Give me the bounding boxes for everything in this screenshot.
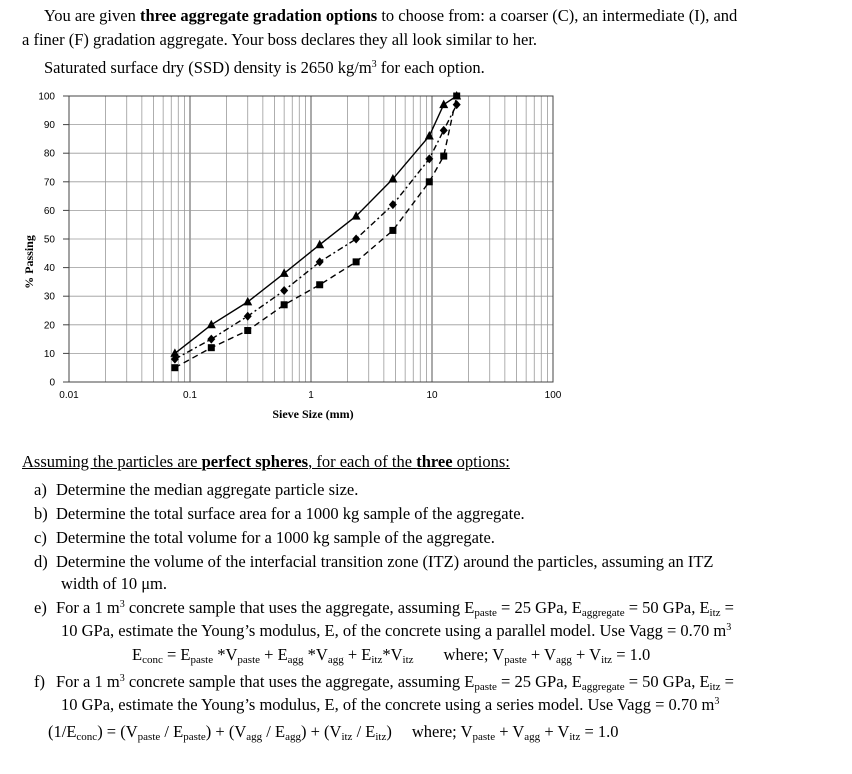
x-tick-label: 0.01 bbox=[59, 390, 79, 401]
y-tick-label: 90 bbox=[43, 120, 55, 132]
square-marker bbox=[453, 93, 460, 100]
y-tick-label: 60 bbox=[43, 205, 55, 217]
feq-5: / E bbox=[262, 722, 286, 741]
x-tick-label: 1 bbox=[308, 390, 314, 401]
chart-series bbox=[170, 91, 461, 371]
val-aggregate-2: = 50 GPa, E bbox=[624, 672, 710, 691]
sub-agg-5: agg bbox=[285, 731, 301, 743]
feq-2: ) = (V bbox=[97, 722, 138, 741]
square-marker bbox=[353, 258, 360, 265]
sub-paste-3: paste bbox=[237, 654, 261, 666]
cubic-superscript: 3 bbox=[119, 599, 125, 610]
eq-part-2: *V bbox=[213, 645, 238, 664]
sub-agg-4: agg bbox=[246, 731, 263, 743]
intro-line-2: a finer (F) gradation aggregate. Your boss declares they all look similar to her. bbox=[22, 30, 538, 49]
cubic-superscript-3: 3 bbox=[119, 673, 125, 684]
x-tick-label: 0.1 bbox=[183, 390, 197, 401]
where-part-2b: + V bbox=[495, 722, 525, 741]
gradation-chart bbox=[0, 84, 600, 429]
question-e-text-2: concrete sample that uses the aggregate, assuming E bbox=[124, 598, 475, 617]
diamond-marker bbox=[244, 312, 252, 321]
square-marker bbox=[426, 178, 433, 185]
question-e-cont bbox=[61, 621, 731, 641]
eq-part-5: + E bbox=[343, 645, 372, 664]
y-tick-label: 70 bbox=[43, 177, 55, 189]
triangle-marker bbox=[207, 320, 216, 329]
question-a bbox=[34, 480, 358, 500]
y-tick-label: 10 bbox=[43, 348, 55, 360]
question-b-label: b) bbox=[34, 504, 48, 523]
y-tick-label: 50 bbox=[43, 234, 55, 246]
sub-paste: paste bbox=[474, 607, 497, 619]
sub-paste-6: paste bbox=[137, 731, 161, 743]
sub-itz-2: itz bbox=[371, 654, 383, 666]
where-part-3b: + V bbox=[540, 722, 570, 741]
question-f-text: For a 1 m bbox=[56, 672, 120, 691]
where-text-2: where; V bbox=[411, 722, 473, 741]
feq-3: / E bbox=[160, 722, 184, 741]
questions-intro-end: options: bbox=[452, 452, 510, 471]
question-e-text-3: 10 GPa, estimate the Young’s modulus, E, of the concrete using a parallel model. Use Vagg = 0.70 m bbox=[61, 621, 727, 640]
feq-8: ) bbox=[386, 722, 392, 741]
question-b-text: Determine the total surface area for a 1000 kg sample of the aggregate. bbox=[56, 504, 525, 523]
three-text: three bbox=[416, 452, 453, 471]
ssd-text: Saturated surface dry (SSD) density is 2650 kg/m bbox=[44, 58, 372, 77]
intro-text-end: to choose from: a coarser (C), an intermediate (I), and bbox=[377, 6, 738, 25]
square-marker bbox=[171, 364, 178, 371]
question-e-text: For a 1 m bbox=[56, 598, 120, 617]
feq-6: ) + (V bbox=[300, 722, 342, 741]
cubic-superscript-4: 3 bbox=[714, 696, 720, 707]
sub-aggregate: aggregate bbox=[581, 607, 625, 619]
x-axis-label: Sieve Size (mm) bbox=[272, 407, 354, 421]
question-f-text-2: concrete sample that uses the aggregate, assuming E bbox=[124, 672, 475, 691]
where-part-4: = 1.0 bbox=[612, 645, 651, 664]
question-c-label: c) bbox=[34, 528, 47, 547]
sub-paste-8: paste bbox=[472, 731, 496, 743]
diamond-marker bbox=[453, 100, 461, 109]
sub-itz-3: itz bbox=[402, 654, 414, 666]
sub-itz-6: itz bbox=[341, 731, 353, 743]
question-f-cont bbox=[61, 695, 719, 715]
sub-paste-7: paste bbox=[183, 731, 206, 743]
x-tick-label: 100 bbox=[544, 390, 562, 401]
square-marker bbox=[208, 344, 215, 351]
perfect-spheres-text: perfect spheres bbox=[201, 452, 309, 471]
cubic-superscript-2: 3 bbox=[726, 622, 732, 633]
question-f-label: f) bbox=[34, 672, 45, 691]
question-d bbox=[34, 552, 713, 572]
questions-intro-mid: , for each of the bbox=[308, 452, 417, 471]
series-model-equation bbox=[48, 722, 619, 742]
sub-agg-3: agg bbox=[555, 654, 572, 666]
triangle-marker bbox=[243, 297, 252, 306]
y-tick-label: 100 bbox=[38, 91, 55, 103]
question-a-label: a) bbox=[34, 480, 47, 499]
sub-agg: agg bbox=[287, 654, 304, 666]
y-tick-label: 20 bbox=[43, 320, 55, 332]
triangle-marker bbox=[315, 240, 324, 249]
question-d-label: d) bbox=[34, 552, 48, 571]
sub-itz-5: itz bbox=[709, 681, 721, 693]
y-tick-label: 30 bbox=[43, 291, 55, 303]
feq-1: (1/E bbox=[48, 722, 77, 741]
sub-agg-2: agg bbox=[327, 654, 344, 666]
intro-bold-text: three aggregate gradation options bbox=[139, 6, 378, 25]
questions-intro-text: Assuming the particles are bbox=[22, 452, 202, 471]
square-marker bbox=[389, 227, 396, 234]
question-f-text-3: 10 GPa, estimate the Young’s modulus, E, of the concrete using a series model. Use Vagg = 0.70 m bbox=[61, 695, 715, 714]
val-aggregate: = 50 GPa, E bbox=[624, 598, 710, 617]
chart-grid bbox=[69, 96, 553, 382]
val-paste-2: = 25 GPa, E bbox=[496, 672, 582, 691]
ssd-text-end: for each option. bbox=[376, 58, 485, 77]
sub-paste-4: paste bbox=[504, 654, 527, 666]
diamond-marker bbox=[280, 286, 288, 295]
val-itz: = bbox=[720, 598, 734, 617]
sub-conc: conc bbox=[142, 654, 163, 666]
question-c bbox=[34, 528, 495, 548]
y-tick-label: 40 bbox=[43, 263, 55, 275]
question-e bbox=[34, 598, 734, 618]
sub-itz-8: itz bbox=[569, 731, 581, 743]
diamond-marker bbox=[352, 235, 360, 244]
sub-itz-4: itz bbox=[601, 654, 613, 666]
ssd-superscript: 3 bbox=[371, 59, 377, 70]
sub-conc-2: conc bbox=[76, 731, 98, 743]
y-axis-label: % Passing bbox=[22, 235, 36, 289]
feq-7: / E bbox=[352, 722, 376, 741]
chart-tick-labels bbox=[38, 92, 561, 402]
intro-text: You are given bbox=[44, 6, 140, 25]
eq-part-1: = E bbox=[162, 645, 191, 664]
where-part-2: + V bbox=[526, 645, 556, 664]
sub-itz-7: itz bbox=[375, 731, 387, 743]
square-marker bbox=[440, 153, 447, 160]
sub-paste-2: paste bbox=[190, 654, 214, 666]
triangle-marker bbox=[280, 268, 289, 277]
questions-intro bbox=[22, 452, 510, 472]
series-line-square bbox=[175, 96, 457, 368]
eq-part-3: + E bbox=[260, 645, 288, 664]
sub-itz: itz bbox=[709, 607, 721, 619]
eq-part-6: *V bbox=[382, 645, 403, 664]
val-paste: = 25 GPa, E bbox=[496, 598, 582, 617]
question-d-text: Determine the volume of the interfacial transition zone (ITZ) around the particles, assuming an ITZ bbox=[56, 552, 714, 571]
feq-4: ) + (V bbox=[205, 722, 247, 741]
question-d-cont: width of 10 μm. bbox=[61, 574, 168, 593]
val-itz-2: = bbox=[720, 672, 734, 691]
parallel-model-equation bbox=[132, 645, 650, 665]
square-marker bbox=[244, 327, 251, 334]
question-c-text: Determine the total volume for a 1000 kg sample of the aggregate. bbox=[56, 528, 495, 547]
square-marker bbox=[316, 281, 323, 288]
intro-line-1 bbox=[44, 6, 737, 26]
diamond-marker bbox=[440, 126, 448, 135]
sub-agg-6: agg bbox=[524, 731, 541, 743]
diamond-marker bbox=[207, 335, 215, 344]
y-tick-label: 0 bbox=[49, 377, 55, 389]
y-tick-label: 80 bbox=[43, 148, 55, 160]
where-text: where; V bbox=[443, 645, 505, 664]
where-part-3: + V bbox=[571, 645, 602, 664]
question-f bbox=[34, 672, 734, 692]
triangle-marker bbox=[439, 100, 448, 109]
question-b bbox=[34, 504, 525, 524]
sub-aggregate-2: aggregate bbox=[581, 681, 625, 693]
eq-e: E bbox=[132, 645, 143, 664]
series-line-triangle bbox=[175, 96, 457, 353]
x-tick-label: 10 bbox=[426, 390, 438, 401]
question-e-label: e) bbox=[34, 598, 47, 617]
sub-paste-5: paste bbox=[474, 681, 497, 693]
square-marker bbox=[281, 301, 288, 308]
eq-part-4: *V bbox=[303, 645, 328, 664]
question-a-text: Determine the median aggregate particle size. bbox=[56, 480, 359, 499]
where-part-4b: = 1.0 bbox=[580, 722, 619, 741]
ssd-density-line bbox=[44, 58, 485, 78]
